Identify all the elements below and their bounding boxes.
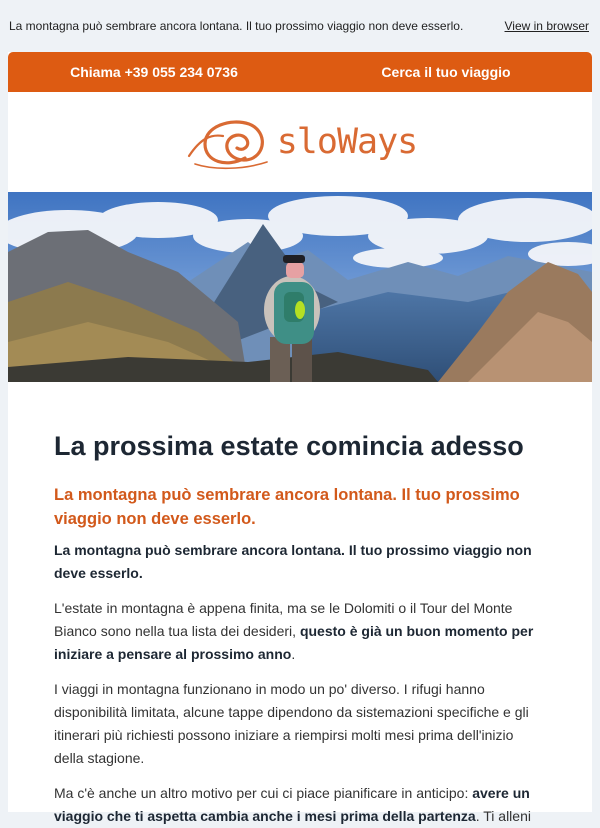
paragraph-1-text-c: . xyxy=(291,646,296,663)
swirl-logo-icon xyxy=(183,112,283,172)
preheader-text: La montagna può sembrare ancora lontana. Il tuo prossimo viaggio non deve esserlo. xyxy=(9,19,464,33)
paragraph-1 xyxy=(54,597,545,666)
search-trip-button[interactable]: Cerca il tuo viaggio xyxy=(381,64,511,80)
hero-image xyxy=(8,192,592,382)
preheader xyxy=(0,0,600,52)
email-card xyxy=(8,52,592,825)
article-title: La prossima estate comincia adesso xyxy=(54,431,524,461)
paragraph-3 xyxy=(54,782,545,828)
paragraph-3-text-a: Ma c'è anche un altro motivo per cui ci piace pianificare in anticipo: xyxy=(54,785,473,802)
logo-area xyxy=(8,92,592,192)
article-subtitle: La montagna può sembrare ancora lontana. Il tuo prossimo viaggio non deve esserlo. xyxy=(54,486,520,529)
top-action-bar xyxy=(8,52,592,92)
sloways-logo[interactable] xyxy=(183,112,418,172)
logo-wordmark: sloWays xyxy=(276,122,418,162)
paragraph-1-highlight: questo è già un buon momento per iniziare a pensare al prossimo anno xyxy=(54,623,534,663)
paragraph-2: I viaggi in montagna funzionano in modo un po' diverso. I rifugi hanno disponibilità limitata, alcune tappe dipendono da sistemazioni specifiche e gli itinerari più richiesti possono iniziare a riempirsi molti mesi prima dell'inizio della stagione. xyxy=(54,681,529,767)
article-content xyxy=(8,430,592,828)
article-lead: La montagna può sembrare ancora lontana. Il tuo prossimo viaggio non deve esserlo. xyxy=(54,542,532,582)
paragraph-1-text-a: L'estate in montagna è appena finita, ma se le Dolomiti o il Tour del Monte Bianco sono nella tua lista dei desideri, xyxy=(54,600,513,640)
view-in-browser-link[interactable]: View in browser xyxy=(504,19,589,33)
paragraph-3-text-c: . Ti alleni xyxy=(475,808,531,825)
paragraph-3-highlight: avere un viaggio che ti aspetta cambia anche i mesi prima della partenza xyxy=(54,785,530,825)
call-button[interactable]: Chiama +39 055 234 0736 xyxy=(70,64,238,80)
